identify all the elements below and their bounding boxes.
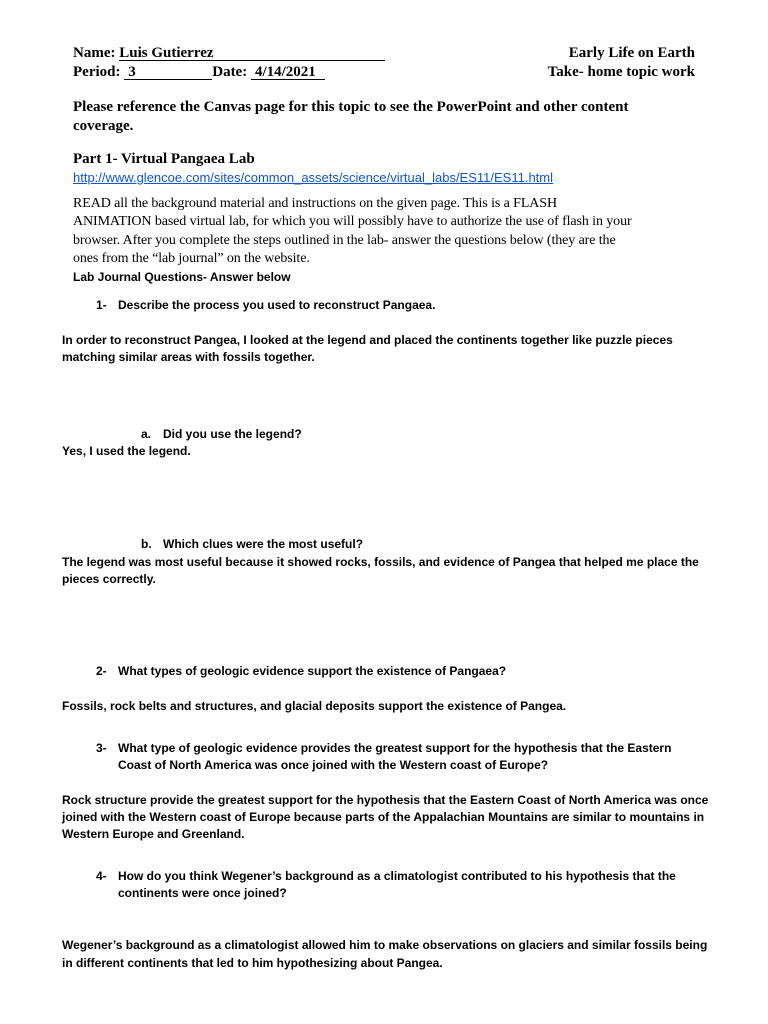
journal-heading: Lab Journal Questions- Answer below <box>73 270 291 284</box>
question-3-line2: Coast of North America was once joined with the Western coast of Europe? <box>118 758 549 772</box>
date-label: Date: <box>212 64 248 80</box>
question-3-line1: What type of geologic evidence provides the greatest support for the hypothesis that the Eastern <box>118 741 672 755</box>
question-1-number: 1- <box>96 298 107 312</box>
question-1a-letter: a. <box>141 427 152 441</box>
answer-1-line1: In order to reconstruct Pangea, I looked at the legend and placed the continents together like puzzle pieces <box>62 333 673 347</box>
name-field <box>119 46 385 61</box>
question-2 <box>96 664 506 678</box>
name-value: Luis Gutierrez <box>119 45 214 61</box>
answer-2: Fossils, rock belts and structures, and glacial deposits support the existence of Pangea. <box>62 699 567 713</box>
answer-3-line2: joined with the Western coast of Europe because parts of the Appalachian Mountains are similar to mountains in <box>62 810 705 824</box>
answer-3-line1: Rock structure provide the greatest support for the hypothesis that the Eastern Coast of North America was once <box>62 793 709 807</box>
question-3-number: 3- <box>96 741 107 755</box>
instructions-line4: ones from the “lab journal” on the website. <box>73 251 310 266</box>
question-1-text: Describe the process you used to reconstruct Pangaea. <box>118 298 436 312</box>
question-4-number: 4- <box>96 869 107 883</box>
question-1b-text: Which clues were the most useful? <box>163 537 364 551</box>
answer-1-line2: matching similar areas with fossils together. <box>62 350 315 364</box>
answer-1b-line2: pieces correctly. <box>62 572 156 586</box>
lab-link[interactable]: http://www.glencoe.com/sites/common_assets/science/virtual_labs/ES11/ES11.html <box>73 170 554 185</box>
question-1a <box>141 427 302 441</box>
period-field <box>124 65 212 80</box>
reference-note: Please reference the Canvas page for this topic to see the PowerPoint and other content coverage. <box>73 99 629 134</box>
assignment-type: Take- home topic work <box>547 64 695 80</box>
question-4-line2: continents were once joined? <box>118 886 287 900</box>
instructions-line3: browser. After you complete the steps outlined in the lab- answer the questions below (they are the <box>73 233 616 248</box>
question-3 <box>96 741 671 755</box>
name-label: Name: <box>73 45 116 61</box>
course-title: Early Life on Earth <box>568 45 695 61</box>
instructions-line1: READ all the background material and instructions on the given page. This is a FLASH <box>73 196 557 211</box>
question-1a-text: Did you use the legend? <box>163 427 302 441</box>
question-1b-letter: b. <box>141 537 152 551</box>
answer-3-line3: Western Europe and Greenland. <box>62 827 245 841</box>
question-4-line1: How do you think Wegener’s background as a climatologist contributed to his hypothesis that the <box>118 869 676 883</box>
instructions-line2: ANIMATION based virtual lab, for which you will possibly have to authorize the use of flash in your <box>73 214 632 229</box>
answer-4-line2: in different continents that led to him hypothesizing about Pangea. <box>62 956 443 970</box>
answer-1a: Yes, I used the legend. <box>62 444 191 458</box>
question-1 <box>96 298 435 312</box>
question-2-text: What types of geologic evidence support the existence of Pangaea? <box>118 664 507 678</box>
period-label: Period: <box>73 64 121 80</box>
period-date-line <box>73 64 325 81</box>
part1-title: Part 1- Virtual Pangaea Lab <box>73 151 255 167</box>
question-4 <box>96 869 676 883</box>
period-value: 3 <box>128 64 136 80</box>
name-line <box>73 45 385 62</box>
question-1b <box>141 537 363 551</box>
answer-1b-line1: The legend was most useful because it showed rocks, fossils, and evidence of Pangea that helped me place the <box>62 555 699 569</box>
date-field <box>251 65 325 80</box>
answer-4-line1: Wegener’s background as a climatologist allowed him to make observations on glaciers and similar fossils being <box>62 938 708 952</box>
question-2-number: 2- <box>96 664 107 678</box>
date-value: 4/14/2021 <box>254 64 316 80</box>
